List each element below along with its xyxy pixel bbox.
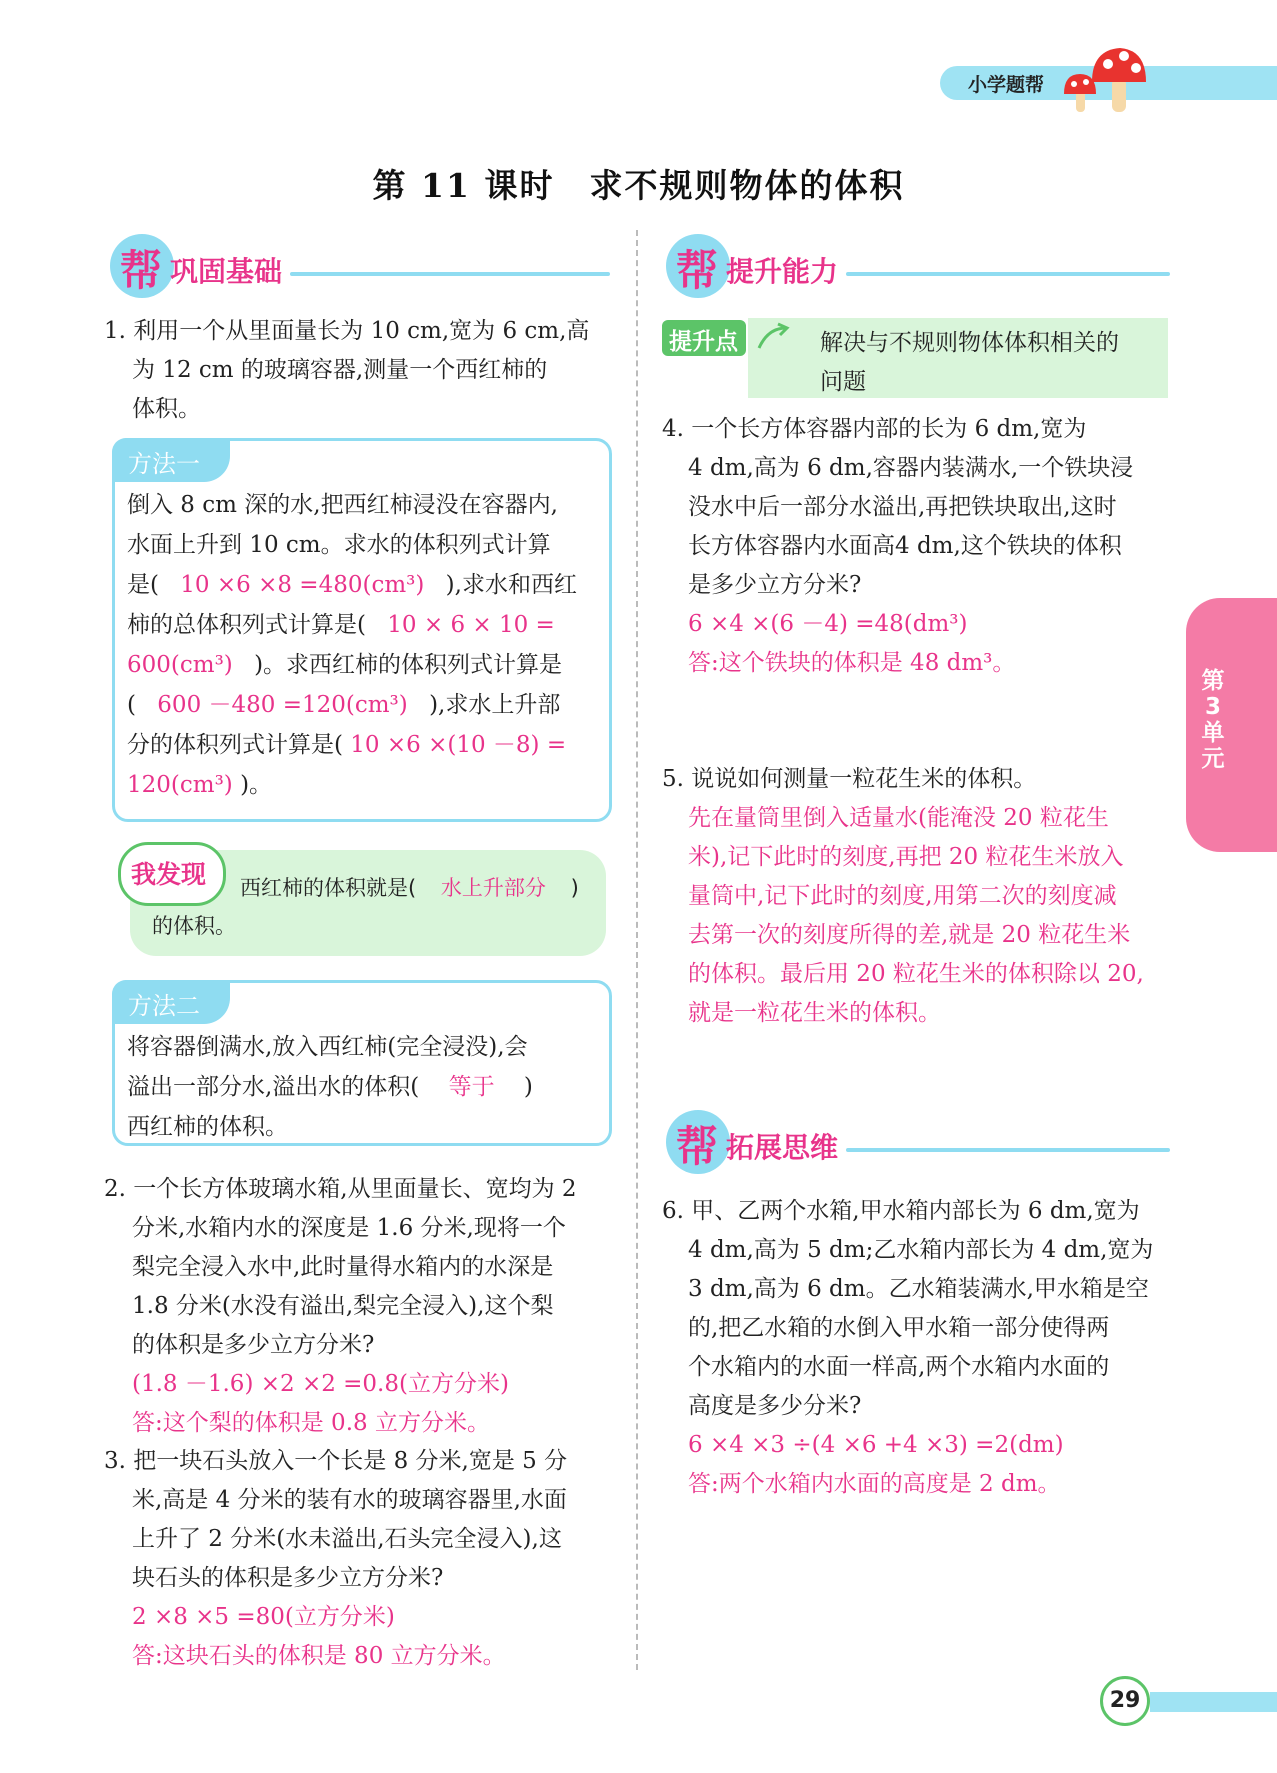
page-number: 29 — [1100, 1676, 1150, 1726]
method-2-tab: 方法二 — [128, 992, 200, 1020]
question-6-formula: 6 ×4 ×3 ÷(4 ×6 +4 ×3) =2(dm) — [688, 1432, 1064, 1458]
question-4-answer: 答:这个铁块的体积是 48 dm³。 — [688, 650, 1016, 676]
improve-point-badge: 提升点 — [662, 320, 746, 356]
header-brand: 小学题帮 — [968, 74, 1045, 96]
method-1-tab: 方法一 — [128, 450, 200, 478]
question-3: 3. 把一块石头放入一个长是 8 分米,宽是 5 分 米,高是 4 分米的装有水的玻璃容器里,水面 上升了 2 分米(水未溢出,石头完全浸入),这 块石头的体积是多少立方分米? 2 ×8 ×5 =80(立方分米) 答:这块石头的体积是 80 立方分米。 — [104, 1442, 624, 1676]
question-3-formula: 2 ×8 ×5 =80(立方分米) — [132, 1604, 395, 1630]
question-6: 6. 甲、乙两个水箱,甲水箱内部长为 6 dm,宽为 4 dm,高为 5 dm;乙水箱内部长为 4 dm,宽为 3 dm,高为 6 dm。乙水箱装满水,甲水箱是空 的,把乙水箱的水倒入甲水箱一部分使得两 个水箱内的水面一样高,两个水箱内水面的 高度是多少分米? 6 ×4 ×3 ÷(4 ×6 +4 ×3) =2(dm) 答:两个水箱内水面的高度是 2 dm。 — [662, 1192, 1176, 1504]
question-2-answer: 答:这个梨的体积是 0.8 立方分米。 — [132, 1410, 490, 1436]
method-2-box: 方法二 将容器倒满水,放入西红柿(完全浸没),会 溢出一部分水,溢出水的体积( 等于 ) 西红柿的体积。 — [112, 980, 612, 1146]
section-improve: 帮 提升能力 — [666, 234, 1170, 304]
improve-point-text: 解决与不规则物体体积相关的 问题 — [820, 330, 1119, 395]
section-expand: 帮 拓展思维 — [666, 1110, 1170, 1180]
section-basic: 帮 巩固基础 — [110, 234, 610, 304]
question-4-formula: 6 ×4 ×(6 －4) =48(dm³) — [688, 611, 968, 637]
method-1-box: 方法一 倒入 8 cm 深的水,把西红柿浸没在容器内, 水面上升到 10 cm。求水的体积列式计算 是( 10 ×6 ×8 =480(cm³) ),求水和西红 柿的总体积列式计算是( 10 × 6 × 10 = 600(cm³) )。求西红柿的体积列式计算是 ( 600 －480 =120(cm³) ),求水上升部 分的体积列式计算是( 10 ×6 ×(10 －8) = 120(cm³) )。 — [112, 438, 612, 822]
question-2-formula: (1.8 －1.6) ×2 ×2 =0.8(立方分米) — [132, 1371, 509, 1397]
arrow-icon — [756, 322, 790, 354]
question-2: 2. 一个长方体玻璃水箱,从里面量长、宽均为 2 分米,水箱内水的深度是 1.6 分米,现将一个 梨完全浸入水中,此时量得水箱内的水深是 1.8 分米(水没有溢出,梨完全浸入),这个梨 的体积是多少立方分米? (1.8 －1.6) ×2 ×2 =0.8(立方分米) 答:这个梨的体积是 0.8 立方分米。 — [104, 1170, 624, 1443]
question-5: 5. 说说如何测量一粒花生米的体积。 先在量筒里倒入适量水(能淹没 20 粒花生 米),记下此时的刻度,再把 20 粒花生米放入 量筒中,记下此时的刻度,用第二次的刻度减 去第一次的刻度所得的差,就是 20 粒花生米 的体积。最后用 20 粒花生米的体积除以 20, 就是一粒花生米的体积。 — [662, 766, 1144, 1026]
discover-box: 我发现 西红柿的体积就是( 水上升部分 ) 的体积。 — [130, 850, 606, 956]
footer-bar — [1150, 1692, 1277, 1712]
mushroom-icon — [1062, 44, 1146, 116]
question-3-answer: 答:这块石头的体积是 80 立方分米。 — [132, 1643, 506, 1669]
unit-side-tab-label: 第3单元 — [1201, 668, 1225, 772]
question-6-answer: 答:两个水箱内水面的高度是 2 dm。 — [688, 1471, 1061, 1497]
discover-badge: 我发现 — [131, 860, 207, 889]
question-1: 1. 利用一个从里面量长为 10 cm,宽为 6 cm,高 为 12 cm 的玻璃容器,测量一个西红柿的 体积。 — [104, 318, 590, 422]
page-title: 第 11 课时 求不规则物体的体积 — [372, 166, 905, 205]
column-divider — [636, 230, 638, 1670]
question-4: 4. 一个长方体容器内部的长为 6 dm,宽为 4 dm,高为 6 dm,容器内装满水,一个铁块浸 没水中后一部分水溢出,再把铁块取出,这时 长方体容器内水面高4 dm,这个铁块的体积 是多少立方分米? 6 ×4 ×(6 －4) =48(dm³) 答:这个铁块的体积是 48 dm³。 — [662, 410, 1176, 683]
